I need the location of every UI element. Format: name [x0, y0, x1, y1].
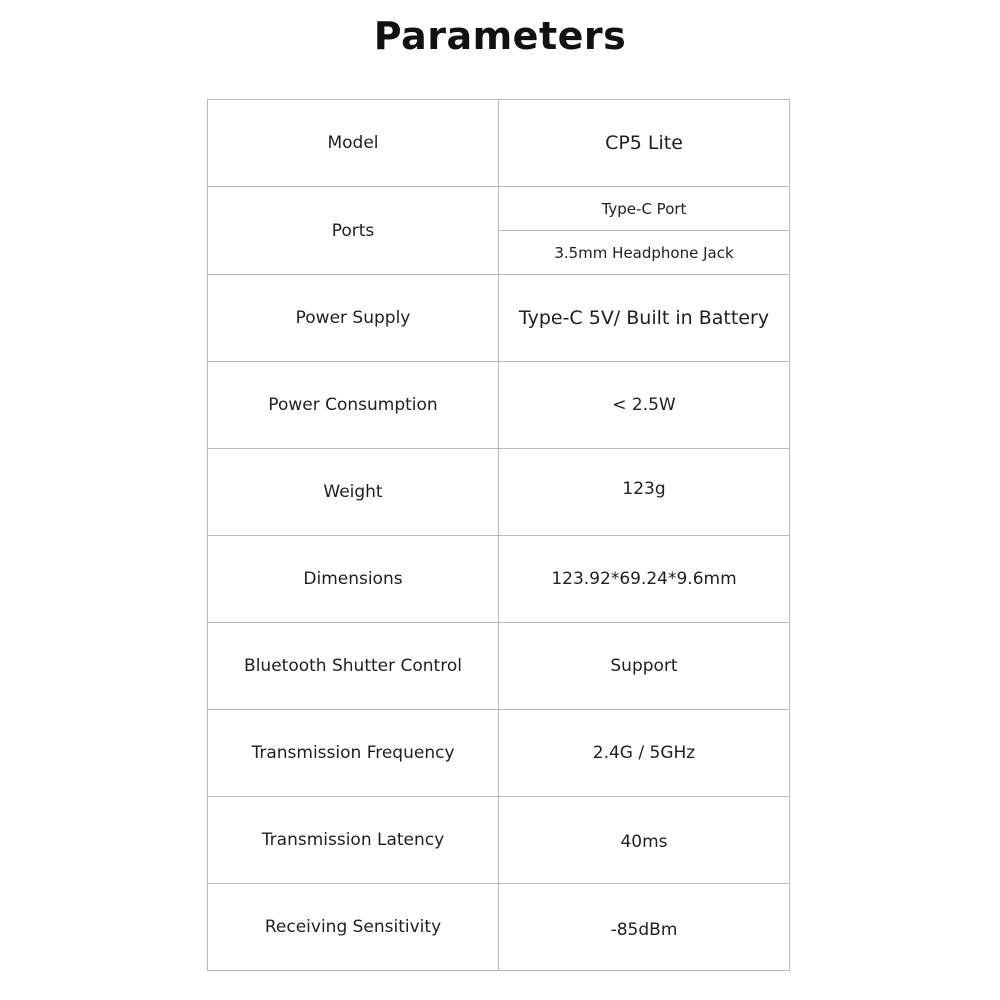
label-receiving-sensitivity: Receiving Sensitivity — [208, 884, 499, 971]
label-dimensions: Dimensions — [208, 536, 499, 623]
table-row-bluetooth-shutter — [208, 623, 790, 710]
table-row-transmission-latency — [208, 797, 790, 884]
value-receiving-sensitivity: -85dBm — [499, 884, 790, 971]
label-weight: Weight — [208, 449, 499, 536]
table-row-receiving-sensitivity — [208, 884, 790, 971]
value-port-type-c: Type-C Port — [499, 187, 790, 231]
label-model: Model — [208, 100, 499, 187]
table-row-power-consumption — [208, 362, 790, 449]
value-bluetooth-shutter: Support — [499, 623, 790, 710]
label-power-supply: Power Supply — [208, 275, 499, 362]
table-row-transmission-frequency — [208, 710, 790, 797]
value-model: CP5 Lite — [499, 100, 790, 187]
label-bluetooth-shutter: Bluetooth Shutter Control — [208, 623, 499, 710]
label-transmission-latency: Transmission Latency — [208, 797, 499, 884]
value-power-consumption: < 2.5W — [499, 362, 790, 449]
label-power-consumption: Power Consumption — [208, 362, 499, 449]
table-row-power-supply — [208, 275, 790, 362]
value-dimensions: 123.92*69.24*9.6mm — [499, 536, 790, 623]
label-transmission-frequency: Transmission Frequency — [208, 710, 499, 797]
label-ports: Ports — [208, 187, 499, 275]
parameters-table — [207, 99, 790, 971]
value-weight: 123g — [499, 449, 790, 536]
table-row-dimensions — [208, 536, 790, 623]
value-power-supply: Type-C 5V/ Built in Battery — [499, 275, 790, 362]
table-row-model — [208, 100, 790, 187]
value-transmission-latency: 40ms — [499, 797, 790, 884]
page-title: Parameters — [373, 14, 627, 58]
table-row-ports — [208, 187, 790, 231]
value-transmission-frequency: 2.4G / 5GHz — [499, 710, 790, 797]
value-port-headphone: 3.5mm Headphone Jack — [499, 231, 790, 275]
table-row-weight — [208, 449, 790, 536]
